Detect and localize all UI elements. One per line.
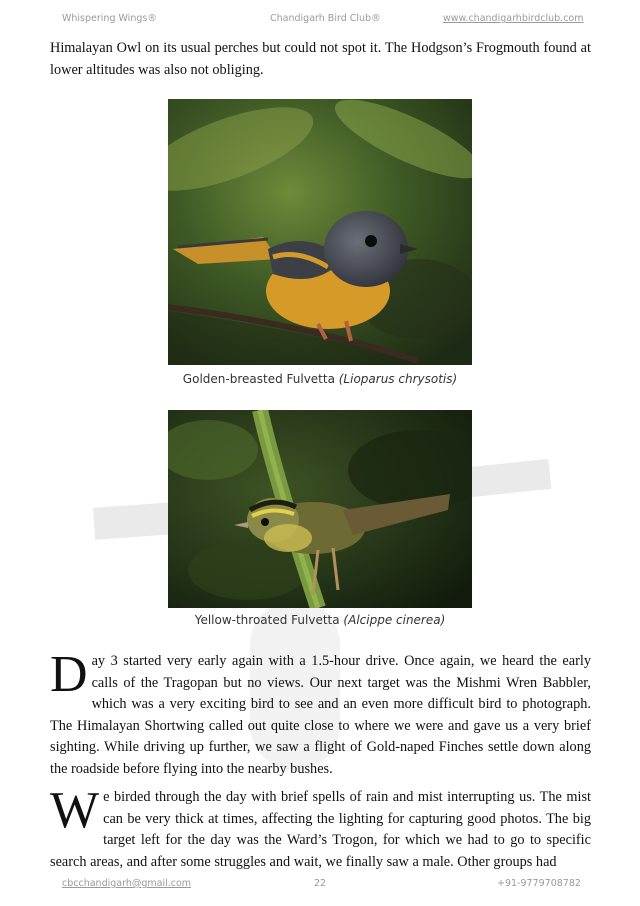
photo-golden-breasted-fulvetta	[168, 99, 472, 365]
caption-1-latin: (Lioparus chrysotis)	[338, 372, 458, 386]
paragraph-day3	[50, 646, 591, 781]
watermark-wing-left	[93, 502, 175, 540]
drop-cap-d: D	[50, 646, 88, 703]
paragraph-birded	[50, 782, 591, 873]
drop-cap-w: W	[50, 782, 100, 839]
header-left-text: Whispering Wings®	[62, 13, 157, 24]
caption-1-name: Golden-breasted Fulvetta	[182, 372, 339, 386]
bird-photo-1-image	[168, 99, 472, 365]
caption-2-name: Yellow-throated Fulvetta	[194, 613, 344, 627]
watermark-wing-right	[469, 459, 552, 497]
paragraph-day3-text: ay 3 started very early again with a 1.5-hour drive. Once again, we heard the early calls of the Tragopan but no views. Our next target was the Mishmi Wren Babbler, which was a very exciting bird to see and an even more difficult bird to photograph. The Himalayan Shortwing called out quite close to where we were and gave us a very brief sighting. While driving up further, we saw a flight of Gold-naped Finches settle down along the roadside before flying into the nearby bushes.	[50, 653, 591, 777]
photo-caption-1	[0, 372, 640, 386]
bird-photo-2-image	[168, 410, 472, 608]
footer-phone: +91-9779708782	[497, 878, 581, 889]
page-header	[0, 13, 640, 33]
footer-email-link[interactable]: cbcchandigarh@gmail.com	[62, 878, 192, 889]
page-footer	[0, 878, 640, 898]
caption-2-latin: (Alcippe cinerea)	[343, 613, 446, 627]
photo-caption-2	[0, 613, 640, 627]
header-center-text: Chandigarh Bird Club®	[270, 13, 381, 24]
page-number: 22	[314, 878, 327, 889]
header-website-link[interactable]: www.chandigarhbirdclub.com	[443, 13, 584, 24]
paragraph-top: Himalayan Owl on its usual perches but could not spot it. The Hodgson’s Frogmouth found at lower altitudes was also not obliging.	[50, 40, 591, 78]
paragraph-birded-text: e birded through the day with brief spells of rain and mist interrupting us. The mist can be very thick at times, affecting the lighting for capturing good photos. The big target left for the day was the Ward’s Trogon, for which we had to go to specific search areas, and after some struggles and wait, we finally saw a male. Other groups had	[50, 789, 591, 870]
photo-yellow-throated-fulvetta	[168, 410, 472, 608]
